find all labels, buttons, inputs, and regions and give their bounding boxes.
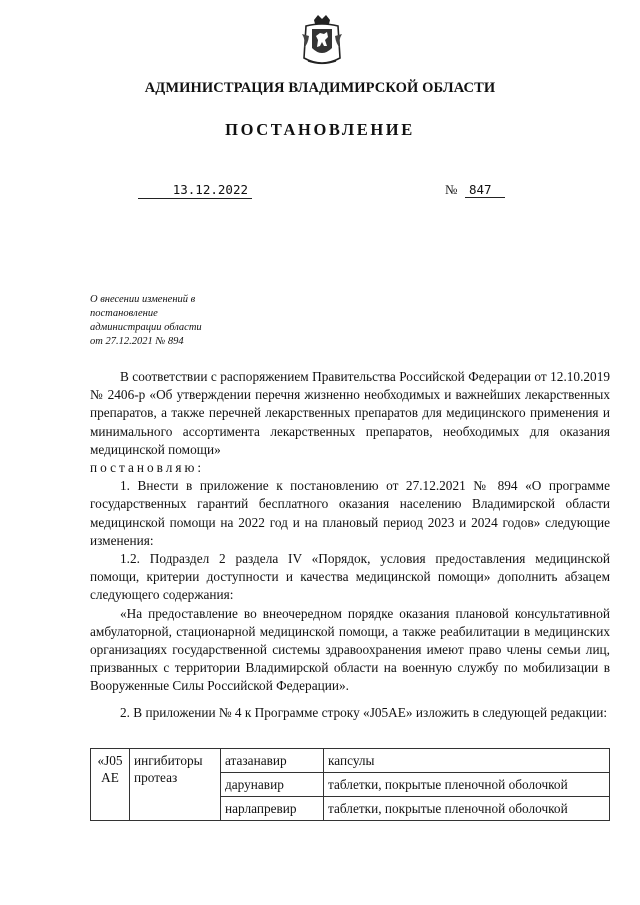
- subject-line: постановление: [90, 308, 158, 319]
- document-subject: [90, 293, 250, 349]
- table-row: [91, 749, 610, 773]
- document-body: [90, 368, 610, 722]
- dosage-form-cell: капсулы: [324, 749, 610, 773]
- subject-line: от 27.12.2021 № 894: [90, 336, 184, 347]
- resolve-word: постановляю:: [90, 460, 205, 476]
- paragraph-1: 1. Внести в приложение к постановлению от 27.12.2021 № 894 «О программе государственных гарантий бесплатного оказания населению Владимирской области медицинской помощи на 2022 год и на плановый период 2023 и 2024 годов» следующие изменения:: [90, 478, 610, 548]
- drug-table: [90, 748, 610, 821]
- quoted-paragraph: «На предоставление во внеочередном порядке оказания плановой консультативной амбулаторной, стационарной медицинской помощи, а также реабилитации в медицинских организациях государственной системы здравоохранения имеют право члены семьи лиц, призванных с территории Владимирской области на военную службу по мобилизации в Вооруженные Силы Российской Федерации».: [90, 605, 610, 694]
- number-sign: №: [445, 182, 458, 197]
- dosage-form-cell: таблетки, покрытые пленочной оболочкой: [324, 797, 610, 821]
- dosage-form-cell: таблетки, покрытые пленочной оболочкой: [324, 773, 610, 797]
- document-date: 13.12.2022: [138, 182, 252, 199]
- subject-line: О внесении изменений в: [90, 294, 196, 305]
- issuing-authority: АДМИНИСТРАЦИЯ ВЛАДИМИРСКОЙ ОБЛАСТИ: [144, 80, 496, 96]
- drug-name-cell: атазанавир: [221, 749, 324, 773]
- atc-code-cell: «J05 AE: [91, 749, 130, 821]
- paragraph-1-2: 1.2. Подраздел 2 раздела IV «Порядок, условия предоставления медицинской помощи, критерии доступности и качества медицинской помощи» дополнить абзацем следующего содержания:: [90, 551, 610, 603]
- document-number: [445, 182, 505, 198]
- coat-of-arms-icon: [298, 14, 346, 68]
- paragraph-2: 2. В приложении № 4 к Программе строку «J05AE» изложить в следующей редакции:: [120, 704, 608, 720]
- subject-line: администрации области: [90, 322, 202, 333]
- number-value: 847: [465, 182, 505, 198]
- drug-name-cell: нарлапревир: [221, 797, 324, 821]
- preamble-paragraph: В соответствии с распоряжением Правительства Российской Федерации от 12.10.2019 № 2406-р «Об утверждении перечня жизненно необходимых и важнейших лекарственных препаратов, а также перечней лекарственных препаратов для медицинского применения и минимального ассортимента лекарственных препаратов, необходимых для оказания медицинской помощи»: [90, 369, 610, 457]
- document-type: ПОСТАНОВЛЕНИЕ: [225, 120, 415, 139]
- drug-group-cell: ингибиторы протеаз: [130, 749, 221, 821]
- drug-name-cell: дарунавир: [221, 773, 324, 797]
